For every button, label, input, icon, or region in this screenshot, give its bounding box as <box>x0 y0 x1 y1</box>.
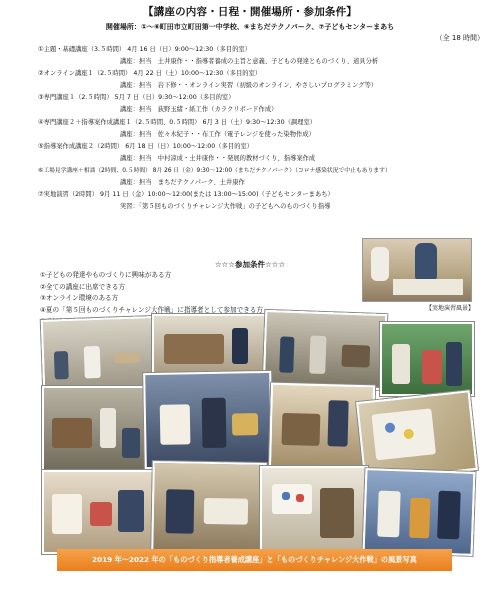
collage-photo <box>152 314 266 378</box>
collage-photo <box>41 316 156 394</box>
collage-caption-banner: 2019 年〜2022 年の「ものづくり指導者養成講座」と「ものづくりチャレンジ大作戦」の風景写真 <box>57 549 452 571</box>
schedule-detail: 講座：担当 まちだテクノパーク、土井康作 <box>120 179 245 187</box>
collage-photo <box>263 310 388 390</box>
collage-photo <box>380 322 474 396</box>
practice-photo <box>362 238 472 302</box>
schedule-item: ②オンライン講座１（2.５時間） 4月 22 日（土）10:00〜12:30（多目的室） <box>38 70 262 78</box>
collage-photo <box>151 461 267 555</box>
schedule-item: ④専門講座２＋指導案作成講座１（2.５時間、0.５時間） 6月 3 日（土）9:30〜12:30（調理室） <box>38 118 317 126</box>
schedule-detail: 実習：「第５回ものづくりチャレンジ大作戦」の子どもへのものづくり指導 <box>120 203 331 211</box>
venue-line: 開催場所：①〜⑥町田市立町田第一中学校、⑥まちだテクノパーク、⑦子どもセンターまあち <box>105 23 395 31</box>
schedule-item: ③専門講座１（2.５時間） 5月 7 日（日）9:30〜12:00（多目的室） <box>38 94 235 102</box>
photo-caption: 【実地演習風景】 <box>425 305 474 312</box>
conditions-title: ☆☆☆参加条件☆☆☆ <box>214 260 286 269</box>
schedule-detail: 講座：担当 荻野玉緒・紙工作（カラクリボード作成） <box>120 106 278 114</box>
schedule-detail: 講座：担当 中村凉成・土井康作・・発展的教材づくり、指導案作成 <box>120 154 316 162</box>
schedule-detail: 講座：担当 佐々木紀子・・布工作（電子レンジを使った染物作成） <box>120 130 315 138</box>
collage-photo <box>260 466 368 554</box>
collage-photo <box>42 386 150 476</box>
condition-item: ②全ての講座に出席できる方 <box>40 282 126 291</box>
collage-photo <box>42 470 158 554</box>
schedule-list <box>38 44 488 213</box>
condition-item: ①子どもの発達やものづくりに興味がある方 <box>40 271 172 279</box>
page-title: 【講座の内容・日程・開催場所・参加条件】 <box>143 6 357 18</box>
photo-collage <box>42 312 470 552</box>
condition-item: ③オンライン環境のある方 <box>40 294 119 302</box>
schedule-detail: 講座：担当 岩下修・・オンライン実習（初級のオンライン、やさしいプログラミング等） <box>120 82 378 90</box>
schedule-item: ⑦実地演習（2時間） 9月 11 日（金）10:00〜12:00(または 13:00〜15:00)（子どもセンターまあち） <box>38 191 334 199</box>
collage-photo <box>143 371 273 469</box>
schedule-item: ⑤指導案作成講座２（2時間） 6月 18 日（日）10:00〜12:00（多目的室） <box>38 142 254 150</box>
condition-item: ④夏の「第５回ものづくりチャレンジ大作戦」に指導者として参加できる方 <box>40 305 263 314</box>
schedule-item: ⑥工場見学講座＋相談（2時間、0.５時間） 8月 26 日（金）9:30〜12:00（まちだテクノパーク）（コロナ感染状況で中止もあります） <box>38 167 391 174</box>
schedule-item: ①主題・基礎講座（3.５時間） 4月 16 日（日）9:00〜12:30（多目的室） <box>38 46 252 53</box>
total-hours: （全 18 時間） <box>435 34 484 42</box>
schedule-detail: 講座：担当 土井康作・・指導者養成の主旨と意義、子どもの発達とものづくり、道具分析 <box>120 58 379 66</box>
collage-photo <box>363 468 476 556</box>
